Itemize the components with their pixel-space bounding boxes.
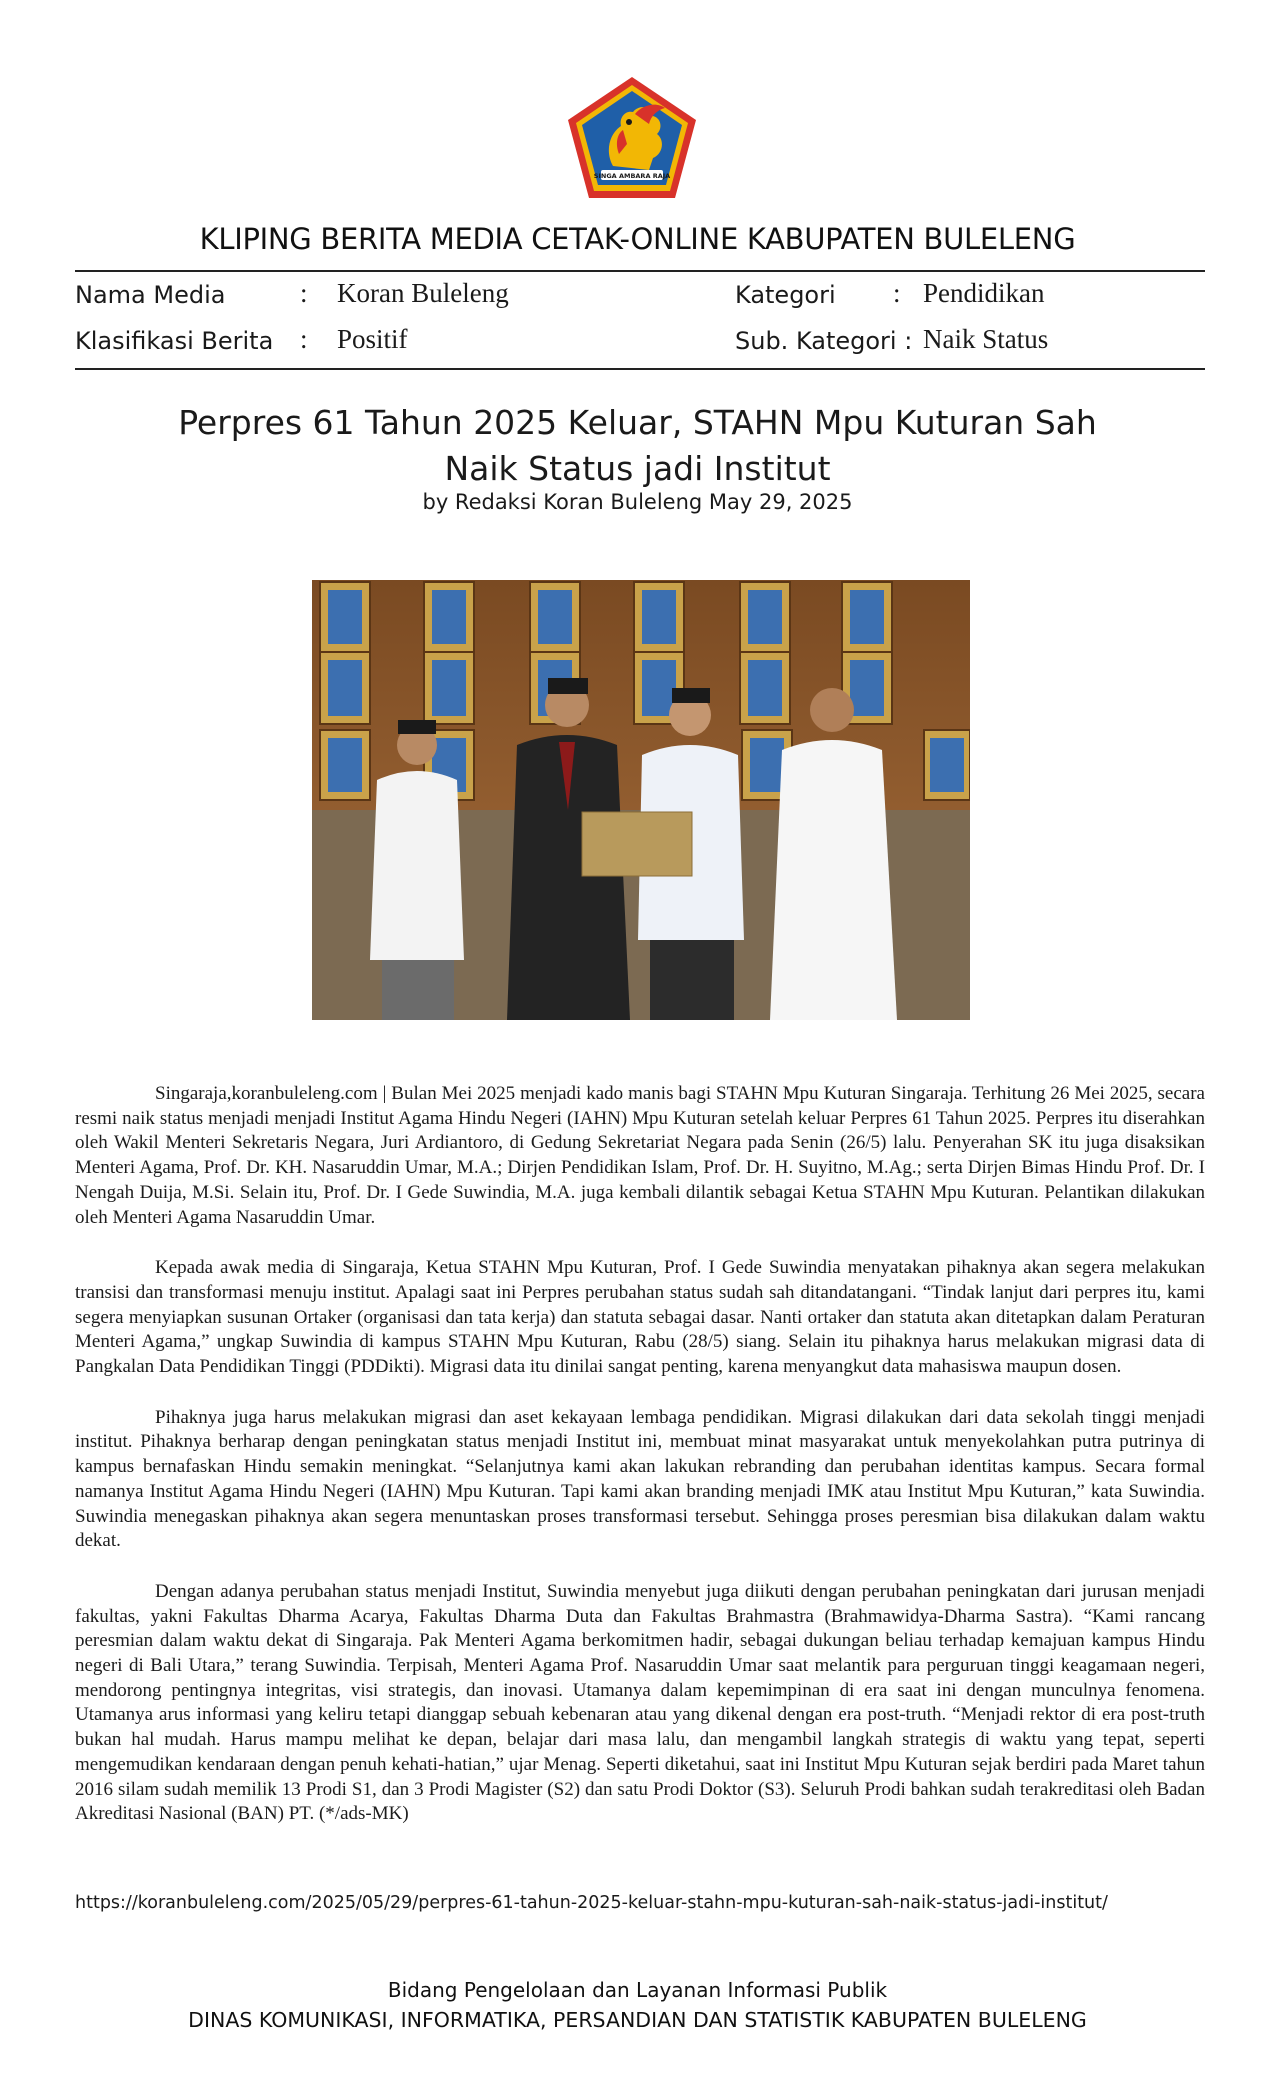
subcategory-value: Naik Status [923,324,1049,354]
seal-motto-text: SINGA AMBARA RAJA [593,172,671,180]
meta-row-media [75,278,1205,318]
meta-row-classification [75,324,1205,364]
category-colon: : [893,278,901,308]
article-paragraph: Singaraja,koranbuleleng.com | Bulan Mei 2025 menjadi kado manis bagi STAHN Mpu Kuturan Singaraja. Terhitung 26 Mei 2025, secara resmi naik status menjadi menjadi Institut Agama Hindu Negeri (IAHN) Mpu Kuturan setelah keluar Perpres 61 Tahun 2025. Perpres itu diserahkan oleh Wakil Menteri Sekretaris Negara, Juri Ardiantoro, di Gedung Sekretariat Negara pada Senin (26/5) lalu. Penyerahan SK itu juga disaksikan Menteri Agama, Prof. Dr. KH. Nasaruddin Umar, M.A.; Dirjen Pendidikan Islam, Prof. Dr. H. Suyitno, M.Ag.; serta Dirjen Bimas Hindu Prof. Dr. I Nengah Duija, M.Si. Selain itu, Prof. Dr. I Gede Suwindia, M.A. juga kembali dilantik sebagai Ketua STAHN Mpu Kuturan. Pelantikan dilakukan oleh Menteri Agama Nasaruddin Umar. [75,1083,1205,1228]
article-paragraph: Kepada awak media di Singaraja, Ketua STAHN Mpu Kuturan, Prof. I Gede Suwindia menyatakan pihaknya akan segera melakukan transisi dan transformasi menuju institut. Apalagi saat ini Perpres perubahan status sudah sah ditandatangani. “Tindak lanjut dari perpres itu, kami segera menyiapkan susunan Ortaker (organisasi dan tata kerja) dan statuta sebagai dasar. Nanti ortaker dan statuta akan ditetapkan dalam Peraturan Menteri Agama,” ungkap Suwindia di kampus STAHN Mpu Kuturan, Rabu (28/5) siang. Selain itu pihaknya harus melakukan migrasi data di Pangkalan Data Pendidikan Tinggi (PDDikti). Migrasi data itu dinilai sangat penting, karena menyangkut data mahasiswa maupun dosen. [75,1257,1205,1378]
source-url-link[interactable]: https://koranbuleleng.com/2025/05/29/perpres-61-tahun-2025-keluar-stahn-mpu-kuturan-sah-naik-status-jadi-institut/ [75,1893,1108,1913]
article-body [75,1082,1205,1853]
classification-label: Klasifikasi Berita [75,327,274,355]
category-value: Pendidikan [923,278,1045,308]
article-title-line-2: Naik Status jadi Institut [444,449,831,488]
media-colon: : [300,278,308,308]
header-top-divider [75,270,1205,272]
footer-agency-name: DINAS KOMUNIKASI, INFORMATIKA, PERSANDIAN DAN STATISTIK KABUPATEN BULELENG [188,2008,1087,2032]
article-paragraph: Dengan adanya perubahan status menjadi Institut, Suwindia menyebut juga diikuti dengan perubahan peningkatan dari jurusan menjadi fakultas, yakni Fakultas Dharma Acarya, Fakultas Dharma Duta dan Fakultas Brahmastra (Brahmawidya-Dharma Sastra). “Kami rancang peresmian dalam waktu dekat di Singaraja. Pak Menteri Agama berkomitmen hadir, sebagai dukungan beliau terhadap kemajuan kampus Hindu negeri di Bali Utara,” terang Suwindia. Terpisah, Menteri Agama Prof. Nasaruddin Umar saat melantik para perguruan tinggi keagamaan negeri, mendorong pentingnya integritas, visi strategis, dan inovasi. Utamanya dalam kepemimpinan di era saat ini dengan munculnya fenomena. Utamanya arus informasi yang keliru tetapi dianggap sebuah kebenaran atau yang dikenal dengan era post-truth. “Menjadi rektor di era post-truth bukan hal mudah. Harus mampu melihat ke depan, belajar dari masa lalu, dan mengambil langkah strategis di waktu yang tepat, seperti mengemudikan kendaraan dengan penuh kehati-hatian,” ujar Menag. Seperti diketahui, saat ini Institut Mpu Kuturan sejak berdiri pada Maret tahun 2016 silam sudah memilik 13 Prodi S1, dan 3 Prodi Magister (S2) dan satu Prodi Doktor (S3). Seluruh Prodi bahkan sudah terakreditasi oleh Badan Akreditasi Nasional (BAN) PT. (*/ads-MK) [75,1580,1205,1825]
news-photo [312,580,970,1020]
media-label: Nama Media [75,281,226,309]
clipping-header-title: KLIPING BERITA MEDIA CETAK-ONLINE KABUPATEN BULELENG [199,222,1076,256]
header-bottom-divider [75,368,1205,370]
subcategory-label: Sub. Kategori : [735,327,913,355]
article-title-line-1: Perpres 61 Tahun 2025 Keluar, STAHN Mpu Kuturan Sah [178,403,1097,442]
article-byline: by Redaksi Koran Buleleng May 29, 2025 [422,490,853,514]
classification-colon: : [300,324,308,354]
article-title [0,400,1275,492]
media-value: Koran Buleleng [337,278,509,308]
category-label: Kategori [735,281,836,309]
kabupaten-buleleng-seal-logo [565,74,699,202]
classification-value: Positif [337,324,408,354]
footer-division-name: Bidang Pengelolaan dan Layanan Informasi Publik [387,1978,888,2002]
article-paragraph: Pihaknya juga harus melakukan migrasi dan aset kekayaan lembaga pendidikan. Migrasi dilakukan dari data sekolah tinggi menjadi institut. Pihaknya berharap dengan peningkatan status menjadi Institut ini, membuat minat masyarakat untuk menyekolahkan putra putrinya di kampus bernafaskan Hindu semakin meningkat. “Selanjutnya kami akan lakukan rebranding dan perubahan identitas kampus. Secara formal namanya Institut Agama Hindu Negeri (IAHN) Mpu Kuturan. Tapi kami akan branding menjadi IMK atau Institut Mpu Kuturan,” kata Suwindia. Suwindia menegaskan pihaknya akan segera menuntaskan proses transformasi tersebut. Sehingga proses peresmian bisa dilakukan dalam waktu dekat. [75,1406,1205,1552]
